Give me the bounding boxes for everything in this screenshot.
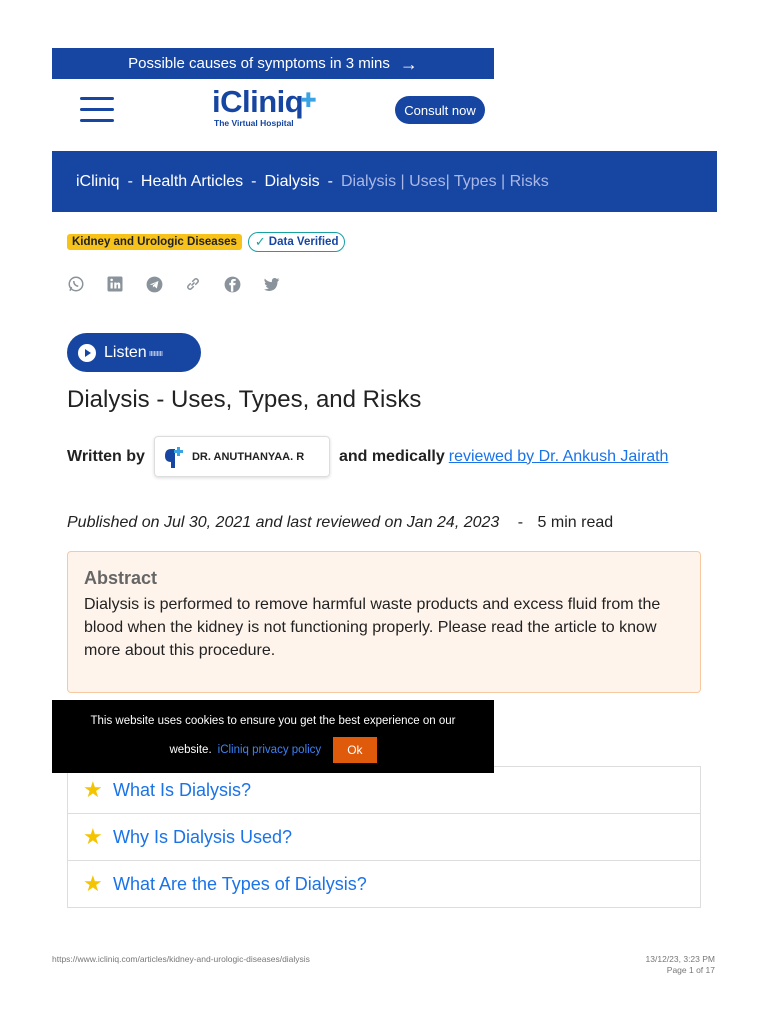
page-number: Page 1 of 17 [666,965,715,975]
author-name: DR. ANUTHANYAA. R [191,450,305,463]
print-datetime: 13/12/23, 3:23 PM [645,954,715,964]
promo-text: Possible causes of symptoms in 3 mins [128,55,390,72]
toc-item-label: What Is Dialysis? [113,779,252,800]
cookie-message: This website uses cookies to ensure you get the best experience on our [90,715,456,727]
verified-label: Data Verified [268,236,339,248]
breadcrumb-current: Dialysis | Uses| Types | Risks [340,172,549,190]
symptom-checker-banner[interactable] [52,48,494,79]
toc-item[interactable] [68,813,700,860]
author-card[interactable] [154,436,330,477]
category-tag[interactable]: Kidney and Urologic Diseases [67,234,242,250]
privacy-policy-link[interactable]: iCliniq privacy policy [217,744,322,756]
read-time: 5 min read [537,514,614,531]
share-bar [66,274,281,294]
abstract-body: Dialysis is performed to remove harmful waste products and excess fluid from the blood when the kidney is not functioning properly. Please read the article to know more about this procedure. [84,596,661,659]
written-by-label: Written by [67,447,145,465]
breadcrumb [52,151,717,212]
toc-item[interactable] [68,766,700,813]
cookie-banner [52,700,494,773]
brand-tagline: The Virtual Hospital [214,118,294,128]
menu-icon[interactable] [80,97,114,123]
breadcrumb-separator: - [327,172,333,190]
medically-label: and medically [338,447,445,465]
arrow-right-icon: → [399,53,418,74]
breadcrumb-item-dialysis[interactable]: Dialysis [264,172,320,190]
linkedin-icon[interactable] [105,274,125,294]
print-footer-meta [646,954,715,976]
publish-date: Published on Jul 30, 2021 and last reviewed on Jan 24, 2023 [67,514,500,531]
cookie-message-suffix: website. [169,744,212,756]
abstract-heading: Abstract [84,568,158,588]
publish-info [67,514,613,532]
abstract-box [67,551,701,693]
site-logo[interactable] [212,86,322,130]
check-icon: ✓ [254,234,266,249]
toc-item[interactable] [68,860,700,907]
breadcrumb-separator: - [251,172,257,190]
read-separator: - [517,514,524,531]
byline [67,436,668,477]
telegram-icon[interactable] [144,274,164,294]
table-of-contents [67,766,701,908]
audio-wave-icon: ııııııııı [148,347,163,358]
article-tags [67,232,345,252]
icliniq-author-logo-icon [162,446,184,468]
plus-icon: ✚ [300,90,317,112]
twitter-icon[interactable] [261,274,281,294]
listen-button[interactable] [67,333,201,372]
star-icon: ★ [83,824,103,849]
print-footer-url: https://www.icliniq.com/articles/kidney-and-urologic-diseases/dialysis [52,954,310,964]
star-icon: ★ [83,777,103,802]
toc-item-label: What Are the Types of Dialysis? [113,873,367,894]
brand-name: iCliniq [212,84,304,119]
play-icon [78,344,96,362]
facebook-icon[interactable] [222,274,242,294]
breadcrumb-item-home[interactable]: iCliniq [76,172,120,190]
star-icon: ★ [83,871,103,896]
toc-item-label: Why Is Dialysis Used? [113,826,293,847]
cookie-ok-button[interactable]: Ok [333,737,376,763]
whatsapp-icon[interactable] [66,274,86,294]
link-icon[interactable] [183,274,203,294]
breadcrumb-separator: - [127,172,133,190]
reviewer-link[interactable]: reviewed by Dr. Ankush Jairath [448,447,669,465]
data-verified-badge [248,232,346,252]
consult-now-button[interactable]: Consult now [395,96,485,124]
listen-label: Listen [104,343,147,361]
page-title: Dialysis - Uses, Types, and Risks [67,386,422,413]
breadcrumb-item-health-articles[interactable]: Health Articles [140,172,244,190]
